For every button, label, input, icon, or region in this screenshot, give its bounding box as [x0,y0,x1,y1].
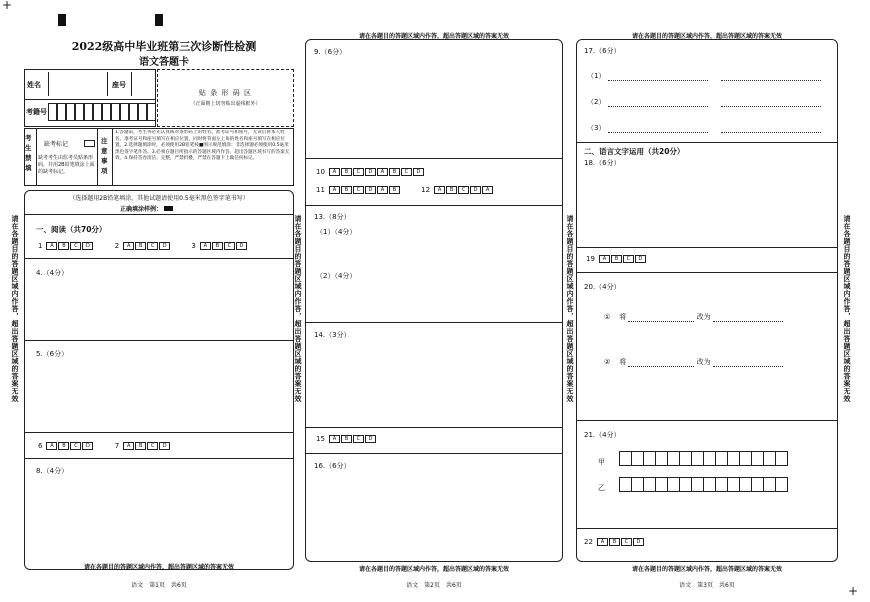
fill-sample [120,204,173,213]
option-c[interactable]: C [224,242,235,250]
side-warning-right: 请在各题目的答题区域内作答，超出答题区域的答案无效 [843,215,851,403]
mc-q10-number: 10 [316,168,325,176]
option-b[interactable]: B [389,168,400,176]
q8-answer-area[interactable] [26,462,292,558]
q20-1-jiang: 将 [619,313,627,321]
q20-2-gaiwei: 改为 [696,358,711,366]
option-a[interactable]: A [123,442,134,450]
mc-q2 [115,242,171,250]
option-c[interactable]: C [70,242,81,250]
alignment-mark-right [155,14,163,26]
q20-1-row [604,312,783,322]
page-footer-3: 语文 第3页 共6页 [679,582,735,589]
q13-1-label: （1）（4分） [316,228,357,236]
page-title: 2022级高中毕业班第三次诊断性检测 [71,40,257,53]
option-a[interactable]: A [329,186,340,194]
mc-q19 [586,255,647,263]
name-field[interactable] [48,72,108,96]
option-b[interactable]: B [135,242,146,250]
q17-2-blank-b[interactable] [721,106,821,107]
option-a[interactable]: A [482,186,493,194]
option-b[interactable]: B [58,242,69,250]
mc-q22 [584,538,645,546]
option-d[interactable]: D [635,255,646,263]
q20-1-gaiwei: 改为 [696,313,711,321]
q5-answer-area[interactable] [26,344,292,430]
option-c[interactable]: C [458,186,469,194]
option-d[interactable]: D [159,242,170,250]
q5-label: 5.（6分） [36,350,69,358]
q21-yi-label: 乙 [598,484,605,492]
alignment-mark-left [58,14,66,26]
option-a[interactable]: A [329,435,340,443]
seat-label: 座号 [112,81,126,89]
absent-checkbox[interactable] [84,140,95,147]
mc-q6-number: 6 [38,442,43,450]
option-d[interactable]: D [365,168,376,176]
q4-label: 4.（4分） [36,269,69,277]
option-a[interactable]: A [46,242,57,250]
q20-1-blank-from[interactable] [628,321,694,322]
option-b[interactable]: B [389,186,400,194]
option-b[interactable]: B [212,242,223,250]
mc-q12-number: 12 [421,186,431,194]
option-b[interactable]: B [609,538,620,546]
option-d[interactable]: D [365,435,376,443]
footer-warning-col2: 请在各题目的答题区域内作答，超出答题区域的答案无效 [358,566,509,573]
option-b[interactable]: B [135,442,146,450]
option-d[interactable]: D [470,186,481,194]
q21-yi-grid[interactable] [619,477,787,492]
name-label: 姓名 [27,81,41,89]
q17-2-label: （2） [587,98,606,106]
side-warning-col2-right: 请在各题目的答题区域内作答，超出答题区域的答案无效 [566,215,574,403]
q14-answer-area[interactable] [307,326,561,424]
option-b[interactable]: B [341,186,352,194]
mc-row-1-3 [38,242,266,250]
q20-label: 20.（4分） [584,283,621,291]
mc-q11-number: 11 [316,186,325,194]
q9-answer-area[interactable] [307,42,561,156]
absent-note: 缺考考生由监考员贴条形码，并用2B铅笔填涂上面的缺考标记。 [38,155,95,175]
side-warning-left: 请在各题目的答题区域内作答，超出答题区域的答案无效 [11,215,19,403]
q17-3-blank-a[interactable] [608,132,708,133]
barcode-title: 贴 条 形 码 区 [199,89,252,97]
option-c[interactable]: C [621,538,632,546]
option-b[interactable]: B [341,168,352,176]
option-d[interactable]: D [82,242,93,250]
option-d[interactable]: D [159,442,170,450]
crop-mark-top-left: + [2,0,13,12]
option-a[interactable]: A [200,242,211,250]
footer-warning-col3: 请在各题目的答题区域内作答，超出答题区域的答案无效 [631,566,782,573]
q18-answer-area[interactable] [578,166,836,244]
mc-q2-number: 2 [114,242,120,250]
q21-jia-label: 甲 [598,458,605,466]
mc-q10 [316,168,425,176]
header-warning-col3: 请在各题目的答题区域内作答，超出答题区域的答案无效 [631,33,782,40]
q21-label: 21.（4分） [584,431,621,439]
q17-1-blank-b[interactable] [721,80,821,81]
option-d[interactable]: D [413,168,424,176]
q17-label: 17.（6分） [584,47,621,55]
option-a[interactable]: A [377,168,388,176]
q9-label: 9.（6分） [314,48,347,56]
exam-number-label: 考籍号 [26,108,47,116]
notice-text: 1.答题前，考生务必先认真核对条形码上的姓名、准考证号和座号，无误后将本人姓名、准考证号和座号填写在相应位置，同时将背面左上角的姓名和座号填写在相应位置。2.选择题填涂时，必须使用2B铅笔按■图示规范填涂；非选择题必须使用0.5毫米黑色签字笔作答。3.必须在题目所指示的答题区域内作答，超出答题区域书写的答案无效。4.保持答卷清洁、完整，严禁折叠，严禁在答题卡上做任何标记。 [115,130,290,162]
option-a[interactable]: A [377,186,388,194]
mc-q15 [316,435,377,443]
notice-label: 注意事项 [101,137,108,175]
option-c[interactable]: C [353,168,364,176]
option-c[interactable]: C [147,242,158,250]
forbid-label: 考生禁填 [25,134,32,172]
crop-mark-bottom-right: + [848,584,859,598]
mc-q1 [38,242,94,250]
page-subtitle: 语文答题卡 [139,57,189,68]
mc-q7 [115,442,171,450]
q21-jia-grid[interactable] [619,451,787,466]
q20-2-blank-to[interactable] [713,366,783,367]
q17-1-label: （1） [587,72,606,80]
option-b[interactable]: B [58,442,69,450]
barcode-area [157,69,294,127]
option-a[interactable]: A [46,442,57,450]
option-a[interactable]: A [329,168,340,176]
section-language-title: 二、语言文字运用（共20分） [584,147,685,156]
q17-1-blank-a[interactable] [608,80,708,81]
q17-2-blank-a[interactable] [608,106,708,107]
q20-2-row [604,357,783,367]
q16-label: 16.（6分） [314,462,351,470]
mc-q22-number: 22 [584,538,593,546]
mc-q12 [421,186,494,194]
seat-field[interactable] [131,72,156,96]
mc-q19-number: 19 [586,255,595,263]
q17-2-row [587,97,821,107]
mc-q15-number: 15 [316,435,325,443]
q17-3-row [587,123,821,133]
fill-sample-label: 正确填涂样例： [120,206,163,213]
q20-1-label: ① [604,313,611,321]
option-b[interactable]: B [341,435,352,443]
q17-3-label: （3） [587,124,606,132]
option-a[interactable]: A [123,242,134,250]
q13-answer-area[interactable] [307,222,561,318]
side-warning-col2-left: 请在各题目的答题区域内作答，超出答题区域的答案无效 [294,215,302,403]
mc-q7-number: 7 [114,442,120,450]
q20-2-blank-from[interactable] [628,366,694,367]
option-c[interactable]: C [70,442,81,450]
option-c[interactable]: C [353,435,364,443]
option-d[interactable]: D [633,538,644,546]
q17-3-blank-b[interactable] [721,132,821,133]
q18-label: 18.（6分） [584,159,621,167]
mc-q11 [316,186,401,194]
q20-2-jiang: 将 [619,358,627,366]
option-d[interactable]: D [365,186,376,194]
section-reading-title: 一、阅读（共70分） [36,225,107,234]
mc-row-11-12 [316,186,512,194]
q4-answer-area[interactable] [26,262,292,338]
q13-2-label: （2）（4分） [316,272,357,280]
q20-1-blank-to[interactable] [713,321,783,322]
q16-answer-area[interactable] [307,457,561,559]
mc-q3-number: 3 [191,242,196,250]
option-a[interactable]: A [597,538,608,546]
q13-label: 13.（8分） [314,213,351,221]
fill-instruction: （选择题用2B铅笔填涂，其他试题请使用0.5毫米黑色签字笔书写） [69,195,249,202]
option-a[interactable]: A [434,186,445,194]
option-c[interactable]: C [623,255,634,263]
exam-number-field[interactable] [48,103,154,123]
option-a[interactable]: A [599,255,610,263]
option-c[interactable]: C [147,442,158,450]
mc-q6 [38,442,94,450]
q8-label: 8.（4分） [36,467,69,475]
option-d[interactable]: D [82,442,93,450]
fill-sample-mark [164,206,173,211]
q14-label: 14.（3分） [314,331,351,339]
option-c[interactable]: C [401,168,412,176]
mc-q3 [191,242,247,250]
header-warning-col2: 请在各题目的答题区域内作答，超出答题区域的答案无效 [358,33,509,40]
option-d[interactable]: D [236,242,247,250]
q17-1-row [587,71,821,81]
barcode-note: （正面朝上切勿贴出虚线框外） [190,101,261,107]
mc-q1-number: 1 [38,242,43,250]
footer-warning-col1: 请在各题目的答题区域内作答，超出答题区域的答案无效 [83,564,234,571]
option-c[interactable]: C [353,186,364,194]
mc-row-6-7 [38,442,189,450]
option-b[interactable]: B [446,186,457,194]
option-b[interactable]: B [611,255,622,263]
page-footer-1: 语文 第1页 共6页 [131,582,187,589]
absent-label: 缺考标记 [44,141,69,148]
page-footer-2: 语文 第2页 共6页 [406,582,462,589]
q20-2-label: ② [604,358,611,366]
